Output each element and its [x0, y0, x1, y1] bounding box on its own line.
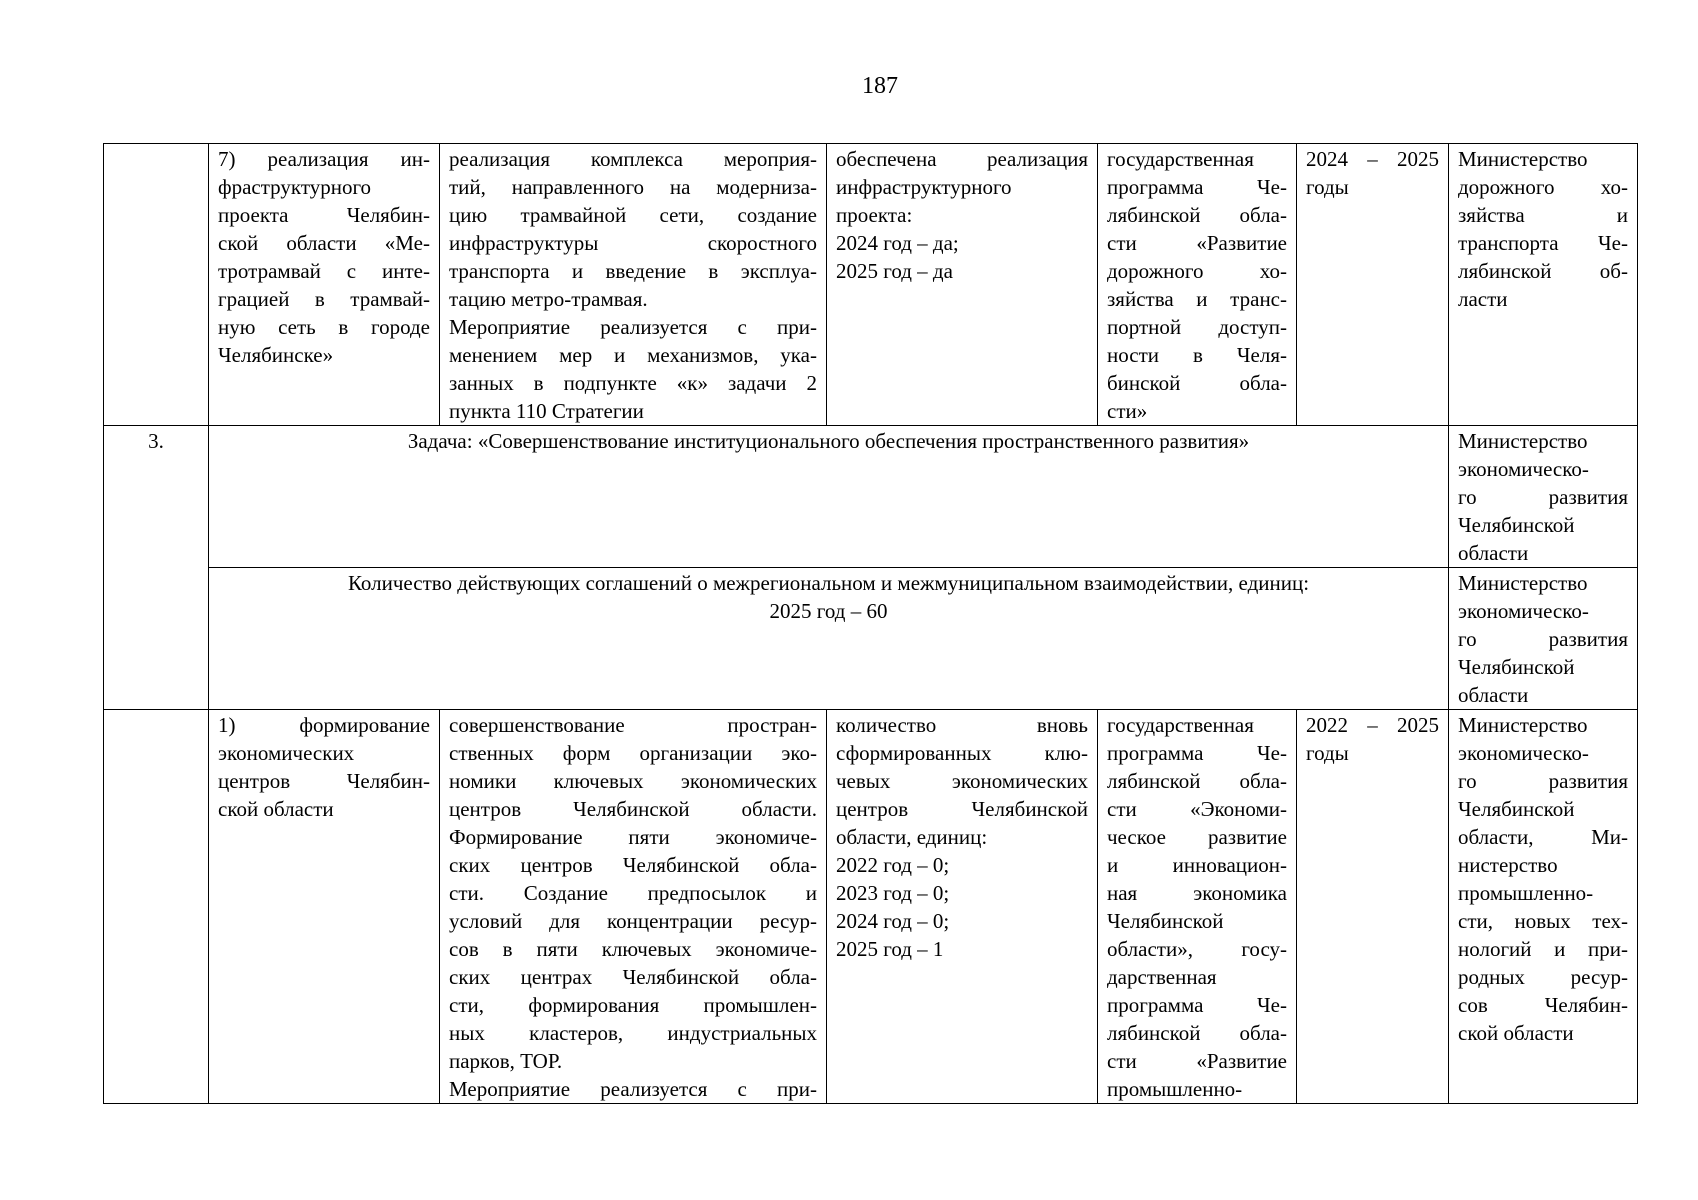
text-line: обеспечена реализация [836, 147, 1088, 171]
text-line: нологий и при- [1458, 937, 1628, 961]
text-line: Челябинске» [218, 343, 334, 367]
text-line: зяйства и транс- [1107, 287, 1287, 311]
text-line: портной доступ- [1107, 315, 1287, 339]
text-line: транспорта и введение в эксплуа- [449, 259, 817, 283]
text-line: реализация комплекса мероприя- [449, 147, 817, 171]
text-line: сов в пяти ключевых экономиче- [449, 937, 817, 961]
text-line: сти» [1107, 399, 1148, 423]
text-line: ная экономика [1107, 881, 1287, 905]
text-line: 2022 год – 0; [836, 853, 950, 877]
event-name-cell [209, 144, 440, 426]
text-line: грацией в трамвай- [218, 287, 430, 311]
text-line: транспорта Че- [1458, 231, 1628, 255]
text-line: 2024 год – да; [836, 231, 959, 255]
text-line: совершенствование простран- [449, 713, 817, 737]
text-line: области», госу- [1107, 937, 1287, 961]
text-line: 2025 год – да [836, 259, 953, 283]
text-line: Министерство [1458, 147, 1588, 171]
text-line: нистерство [1458, 853, 1558, 877]
text-line: годы [1306, 741, 1349, 765]
text-line: ской области [1458, 1021, 1574, 1045]
text-line: Министерство [1458, 571, 1588, 595]
text-line: лябинской обла- [1107, 203, 1287, 227]
table-row-measure-1 [104, 710, 1638, 1104]
text-line: ской области [218, 797, 334, 821]
text-line: парков, ТОР. [449, 1049, 563, 1073]
indicator-text: Количество действующих соглашений о межрегиональном и межмуниципальном взаимодействии, единиц: [347, 571, 1310, 595]
text-line: 2024 год – 0; [836, 909, 950, 933]
text-line: лябинской об- [1458, 259, 1628, 283]
text-line: государственная [1107, 147, 1254, 171]
text-line: 2024 – 2025 [1306, 147, 1439, 171]
text-line: дорожного хо- [1107, 259, 1287, 283]
text-line: сти, формирования промышлен- [449, 993, 817, 1017]
expected-result-cell [827, 144, 1098, 426]
expected-result-cell [827, 710, 1098, 1104]
text-line: области [1458, 541, 1529, 565]
text-line: инфраструктуры скоростного [449, 231, 817, 255]
text-line: номики ключевых экономических [449, 769, 817, 793]
text-line: сти. Создание предпосылок и [449, 881, 817, 905]
responsible-cell [1449, 426, 1638, 568]
text-line: ласти [1458, 287, 1508, 311]
text-line: го развития [1458, 769, 1628, 793]
text-line: 2023 год – 0; [836, 881, 950, 905]
text-line: Челябинской [1107, 909, 1224, 933]
text-line: дорожного хо- [1458, 175, 1628, 199]
text-line: лябинской обла- [1107, 1021, 1287, 1045]
text-line: ную сеть в городе [218, 315, 430, 339]
text-line: менением мер и механизмов, ука- [449, 343, 817, 367]
text-line: пункта 110 Стратегии [449, 399, 644, 423]
text-line: Челябинской [1458, 797, 1575, 821]
text-line: зяйства и [1458, 203, 1628, 227]
text-line: 2025 год – 1 [836, 937, 944, 961]
table-row-indicator [104, 568, 1638, 710]
text-line: инфраструктурного [836, 175, 1012, 199]
period-cell [1297, 144, 1449, 426]
text-line: 7) реализация ин- [218, 147, 430, 171]
table-row-measure-7 [104, 144, 1638, 426]
text-line: бинской обла- [1107, 371, 1287, 395]
text-line: количество вновь [836, 713, 1088, 737]
text-line: проекта Челябин- [218, 203, 430, 227]
text-line: лябинской обла- [1107, 769, 1287, 793]
state-program-cell [1098, 144, 1297, 426]
text-line: ской области «Ме- [218, 231, 430, 255]
text-line: условий для концентрации ресур- [449, 909, 817, 933]
text-line: тротрамвай с инте- [218, 259, 430, 283]
event-content-cell [440, 144, 827, 426]
text-line: го развития [1458, 485, 1628, 509]
text-line: центров Челябин- [218, 769, 430, 793]
text-line: и инновацион- [1107, 853, 1287, 877]
text-line: государственная [1107, 713, 1254, 737]
row-number-cell [104, 710, 209, 1104]
text-line: чевых экономических [836, 769, 1088, 793]
task-title-cell: Задача: «Совершенствование институционального обеспечения пространственного развития» [209, 426, 1449, 568]
text-line: тацию метро-трамвая. [449, 287, 648, 311]
text-line: экономическо- [1458, 741, 1589, 765]
text-line: дарственная [1107, 965, 1217, 989]
text-line: родных ресур- [1458, 965, 1628, 989]
text-line: ности в Челя- [1107, 343, 1287, 367]
text-line: области [1458, 683, 1529, 707]
text-line: промышленно- [1458, 881, 1594, 905]
text-line: ческое развитие [1107, 825, 1287, 849]
text-line: сти «Экономи- [1107, 797, 1287, 821]
text-line: Формирование пяти экономиче- [449, 825, 817, 849]
text-line: ственных форм организации эко- [449, 741, 817, 765]
strategy-measures-table [103, 143, 1638, 1104]
text-line: сформированных клю- [836, 741, 1088, 765]
responsible-cell [1449, 710, 1638, 1104]
text-line: экономических [218, 741, 355, 765]
event-content-cell [440, 710, 827, 1104]
text-line: ных кластеров, индустриальных [449, 1021, 817, 1045]
text-line: Министерство [1458, 713, 1588, 737]
responsible-cell [1449, 568, 1638, 710]
text-line: сти «Развитие [1107, 231, 1287, 255]
text-line: ских центрах Челябинской обла- [449, 965, 817, 989]
text-line: годы [1306, 175, 1349, 199]
event-name-cell [209, 710, 440, 1104]
text-line: занных в подпункте «к» задачи 2 [449, 371, 817, 395]
text-line: программа Че- [1107, 175, 1287, 199]
text-line: экономическо- [1458, 457, 1589, 481]
text-line: Министерство [1458, 429, 1588, 453]
text-line: промышленно- [1107, 1077, 1243, 1101]
text-line: проекта: [836, 203, 913, 227]
indicator-cell [209, 568, 1449, 710]
text-line: области, Ми- [1458, 825, 1628, 849]
text-line: 2022 – 2025 [1306, 713, 1439, 737]
text-line: 1) формирование [218, 713, 430, 737]
text-line: экономическо- [1458, 599, 1589, 623]
text-line: тий, направленного на модерниза- [449, 175, 817, 199]
state-program-cell [1098, 710, 1297, 1104]
text-line: программа Че- [1107, 741, 1287, 765]
text-line: Мероприятие реализуется с при- [449, 315, 817, 339]
text-line: центров Челябинской области. [449, 797, 817, 821]
responsible-cell [1449, 144, 1638, 426]
row-number-cell [104, 144, 209, 426]
text-line: Мероприятие реализуется с при- [449, 1077, 817, 1101]
text-line: программа Че- [1107, 993, 1287, 1017]
period-cell [1297, 710, 1449, 1104]
indicator-value: 2025 год – 60 [769, 599, 888, 623]
text-line: фраструктурного [218, 175, 372, 199]
text-line: сти «Развитие [1107, 1049, 1287, 1073]
text-line: го развития [1458, 627, 1628, 651]
text-line: сти, новых тех- [1458, 909, 1628, 933]
table-row-task-3 [104, 426, 1638, 568]
text-line: Челябинской [1458, 513, 1575, 537]
page-number: 187 [862, 73, 898, 99]
text-line: сов Челябин- [1458, 993, 1628, 1017]
task-number-cell: 3. [104, 426, 209, 710]
text-line: центров Челябинской [836, 797, 1088, 821]
text-line: Челябинской [1458, 655, 1575, 679]
text-line: цию трамвайной сети, создание [449, 203, 817, 227]
text-line: области, единиц: [836, 825, 988, 849]
text-line: ских центров Челябинской обла- [449, 853, 817, 877]
